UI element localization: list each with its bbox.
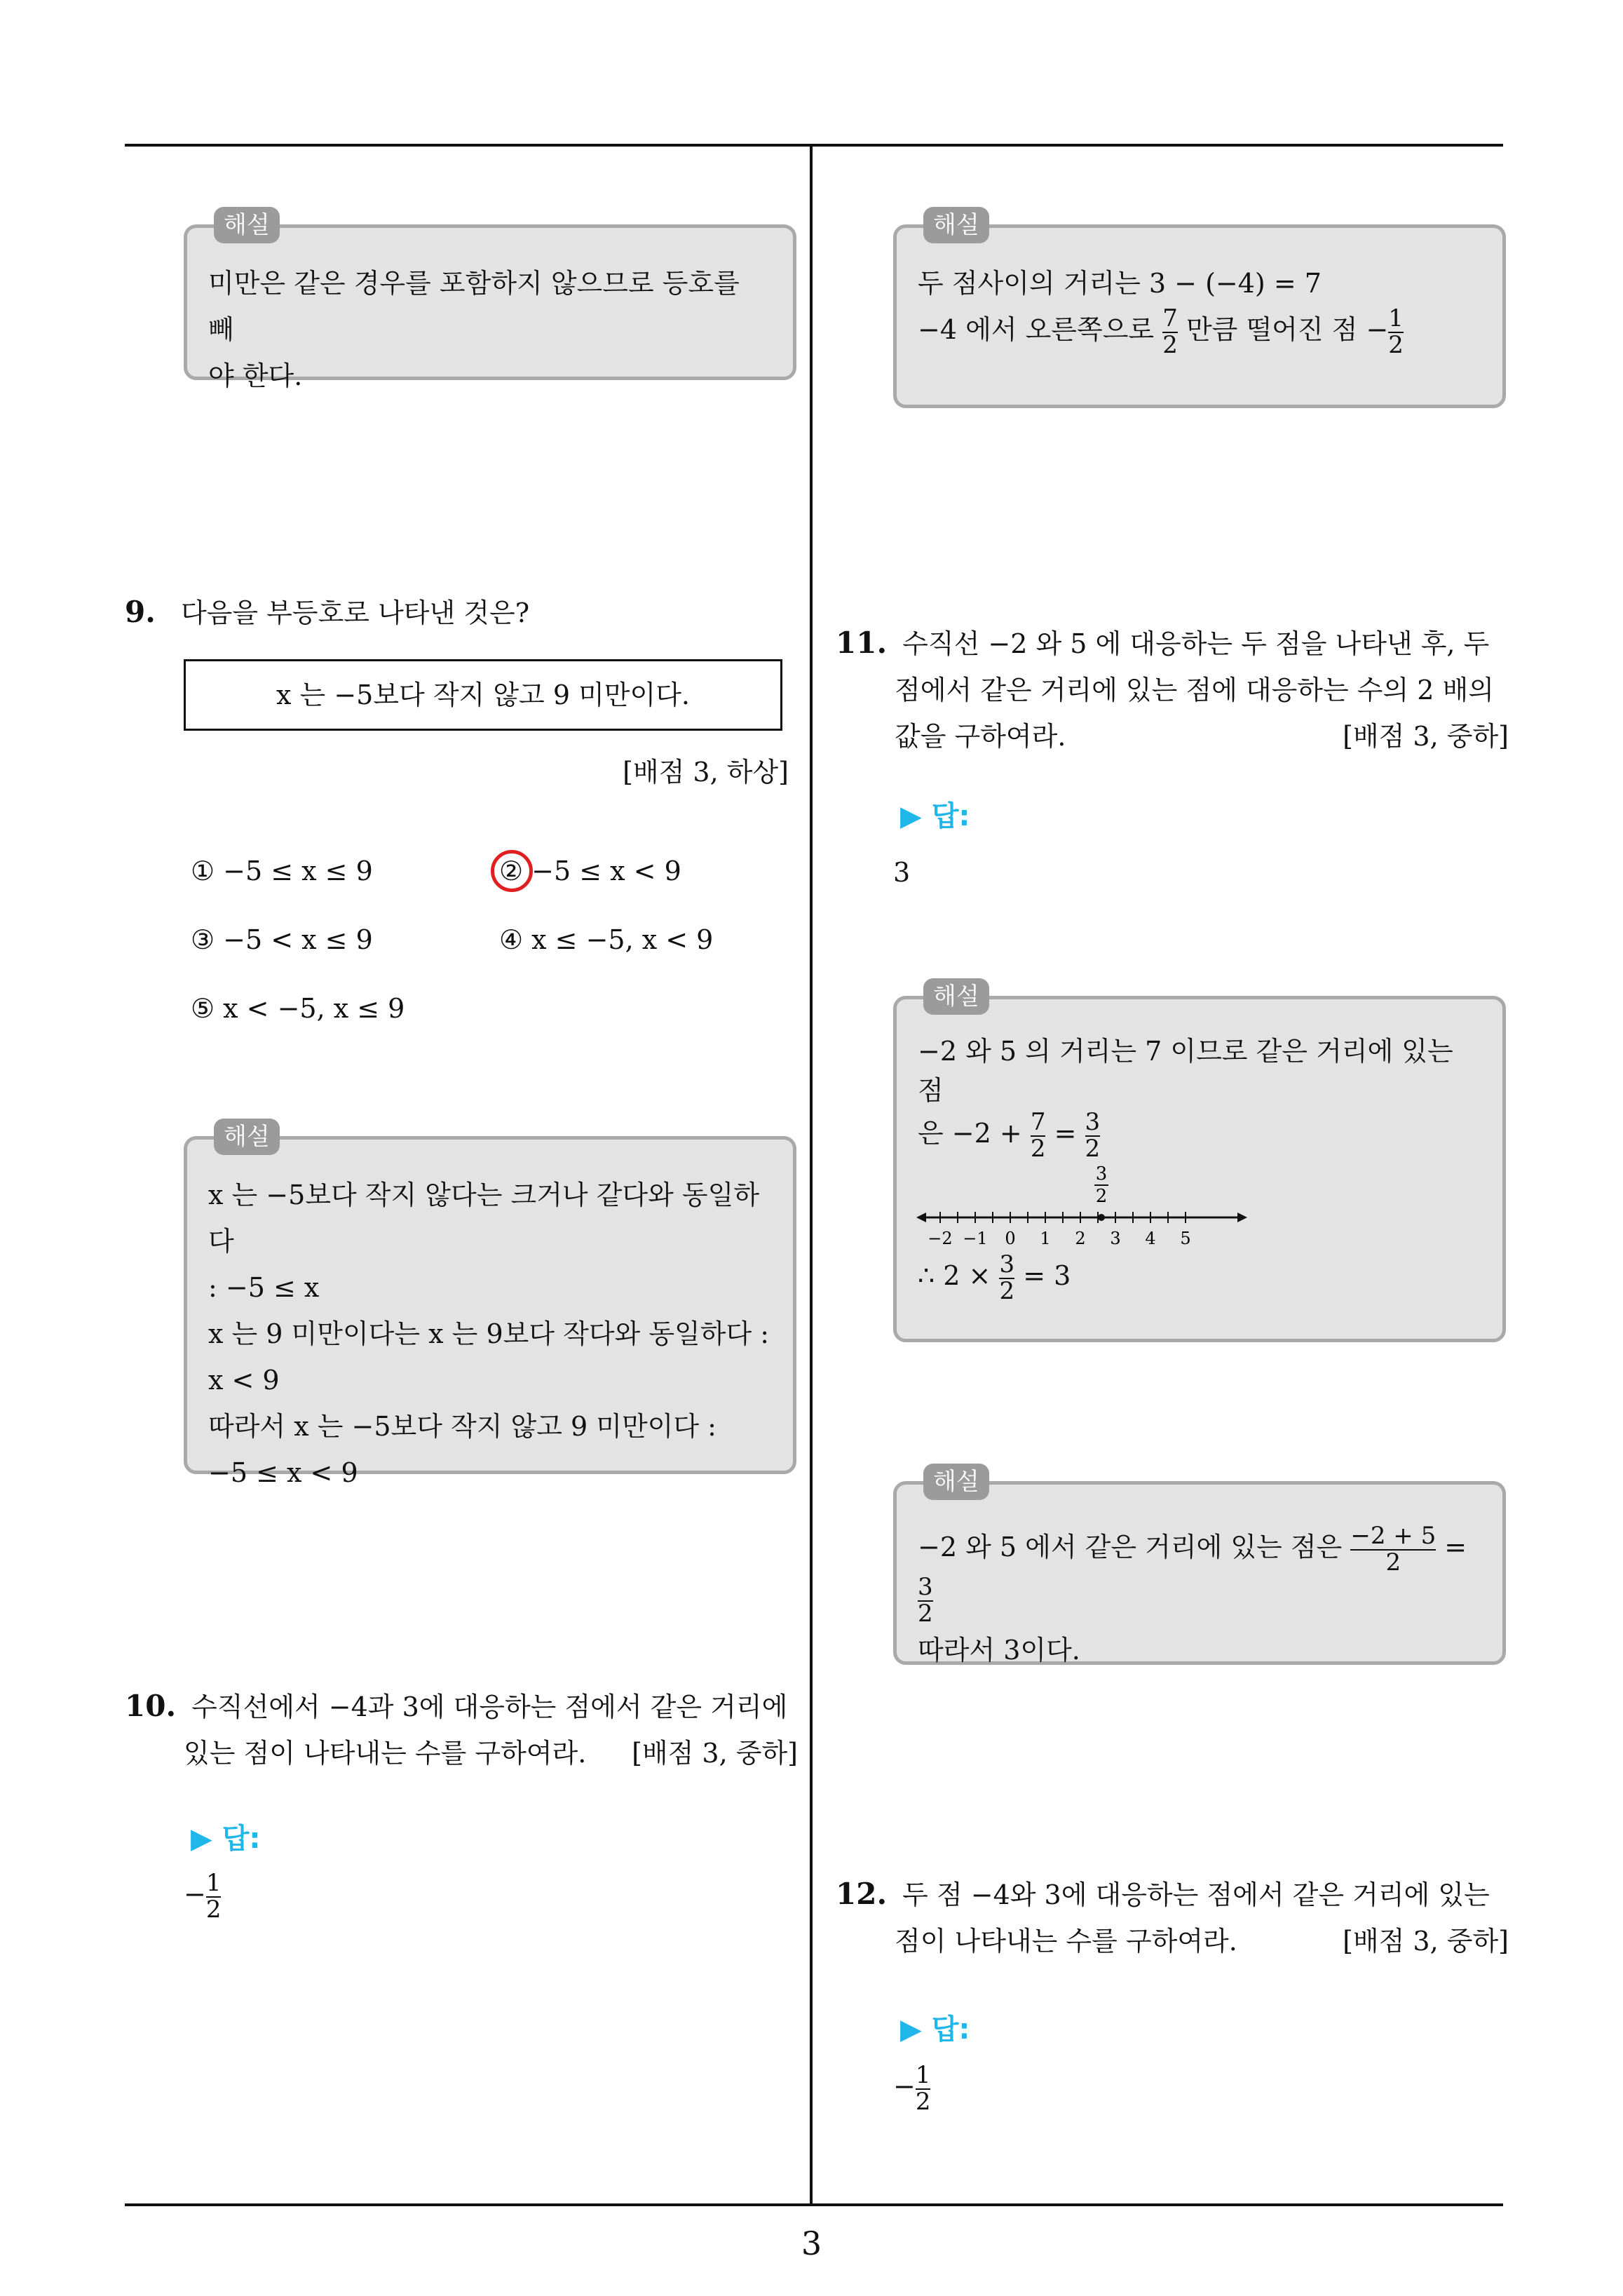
score-label: [배점 3, 중하]	[1343, 721, 1509, 752]
number-line	[914, 1161, 1250, 1252]
answer-value: 3	[893, 857, 911, 888]
explanation-line: −2 와 5 의 거리는 7 이므로 같은 거리에 있는 점	[918, 1036, 1453, 1106]
explanation-line: 미만은 같은 경우를 포함하지 않으므로 등호를 빼	[208, 268, 740, 345]
choice-2[interactable]: ② −5 ≤ x < 9	[499, 856, 681, 886]
axis-point	[1098, 1214, 1105, 1221]
question-text: 수직선 −2 와 5 에 대응하는 두 점을 나타낸 후, 두	[902, 628, 1490, 659]
axis-tick-label: 1	[1040, 1229, 1051, 1249]
column-divider	[810, 144, 813, 2206]
question-number: 11.	[836, 626, 888, 660]
explanation-line: −5 ≤ x < 9	[208, 1457, 358, 1488]
choice-4[interactable]: ④ x ≤ −5, x < 9	[499, 924, 714, 955]
axis-tick-label: −1	[963, 1229, 988, 1249]
page-number: 3	[801, 2224, 822, 2262]
explanation-badge: 해설	[214, 1119, 280, 1155]
question-text: 점이 나타내는 수를 구하여라.	[895, 1926, 1237, 1957]
explanation-line: 두 점사이의 거리는 3 − (−4) = 7	[918, 268, 1322, 299]
question-text: 수직선에서 −4과 3에 대응하는 점에서 같은 거리에	[191, 1691, 788, 1722]
axis-tick-label: −2	[928, 1229, 953, 1249]
axis-marker-den: 2	[1095, 1186, 1108, 1208]
axis-tick-label: 2	[1075, 1229, 1086, 1249]
axis-tick-label: 0	[1005, 1229, 1016, 1249]
choice-5[interactable]: ⑤ x < −5, x ≤ 9	[191, 993, 405, 1024]
question-12	[836, 1871, 1509, 1964]
question-11	[836, 620, 1509, 759]
explanation-line: x 는 −5보다 작지 않다는 크거나 같다와 동일하다	[208, 1180, 760, 1257]
axis-tick-label: 5	[1180, 1229, 1191, 1249]
question-text: 값을 구하여라.	[895, 721, 1066, 752]
explanation-line: 따라서 3이다.	[918, 1634, 1080, 1666]
explanation-line: −4 에서 오른쪽으로 $\frac{7}{2}$ 만큼 떨어진 점 − $\frac{1}{2}$	[918, 304, 1404, 359]
answer-value: − $\frac{1}{2}$	[893, 2061, 931, 2116]
explanation-badge: 해설	[923, 978, 989, 1015]
answer-value: − $\frac{1}{2}$	[184, 1869, 222, 1924]
answer-label: ▶ 답:	[900, 800, 970, 832]
explanation-line: 따라서 x 는 −5보다 작지 않고 9 미만이다 :	[208, 1411, 717, 1442]
question-number: 12.	[836, 1877, 888, 1911]
explanation-line: 야 한다.	[208, 360, 303, 391]
question-9	[125, 589, 529, 636]
question-10	[125, 1683, 798, 1776]
explanation-badge: 해설	[923, 207, 989, 243]
explanation-box-q10	[893, 211, 1506, 408]
score-label: [배점 3, 하상]	[623, 757, 789, 788]
explanation-line: −2 와 5 에서 같은 거리에 있는 점은 $\frac{-2 + 5}{2}$ = $\frac{3}{2}$	[918, 1522, 1467, 1628]
explanation-line: x < 9	[208, 1365, 280, 1396]
answer-fraction: $\frac{1}{2}$	[205, 1869, 222, 1924]
question-text: 두 점 −4와 3에 대응하는 점에서 같은 거리에 있는	[902, 1879, 1490, 1910]
bottom-rule	[125, 2203, 1503, 2206]
choice-1[interactable]: ① −5 ≤ x ≤ 9	[191, 856, 373, 886]
explanation-line: : −5 ≤ x	[208, 1272, 320, 1303]
score-label: [배점 3, 중하]	[632, 1738, 798, 1769]
answer-fraction: $\frac{1}{2}$	[915, 2061, 931, 2116]
explanation-line: ∴ 2 × $\frac{3}{2}$ = 3	[918, 1250, 1071, 1306]
explanation-box-q8	[184, 211, 796, 391]
question-text: 점에서 같은 거리에 있는 점에 대응하는 수의 2 배의	[895, 675, 1494, 705]
question-statement-box: x 는 −5보다 작지 않고 9 미만이다.	[184, 659, 782, 731]
axis-tick-label: 4	[1145, 1229, 1156, 1249]
explanation-box-q11b	[893, 1468, 1506, 1666]
question-number: 10.	[125, 1689, 177, 1723]
explanation-badge: 해설	[923, 1464, 989, 1500]
question-number: 9.	[125, 595, 156, 629]
explanation-box-q9	[184, 1123, 796, 1488]
answer-label: ▶ 답:	[900, 2013, 970, 2046]
question-text: 있는 점이 나타내는 수를 구하여라.	[184, 1738, 587, 1769]
answer-label: ▶ 답:	[191, 1823, 261, 1855]
choice-3[interactable]: ③ −5 < x ≤ 9	[191, 924, 373, 955]
axis-marker-num: 3	[1095, 1163, 1108, 1185]
explanation-badge: 해설	[214, 207, 280, 243]
axis-arrow-right	[1237, 1213, 1247, 1222]
explanation-box-q11	[893, 982, 1506, 1342]
axis-tick-label: 3	[1110, 1229, 1121, 1249]
axis-arrow-left	[916, 1213, 926, 1222]
explanation-line: 은 −2 + $\frac{7}{2}$ = $\frac{3}{2}$	[918, 1108, 1101, 1163]
question-text: 다음을 부등호로 나타낸 것은?	[180, 597, 530, 628]
explanation-line: x 는 9 미만이다는 x 는 9보다 작다와 동일하다 :	[208, 1318, 770, 1349]
top-rule	[125, 144, 1503, 147]
score-label: [배점 3, 중하]	[1343, 1926, 1509, 1957]
